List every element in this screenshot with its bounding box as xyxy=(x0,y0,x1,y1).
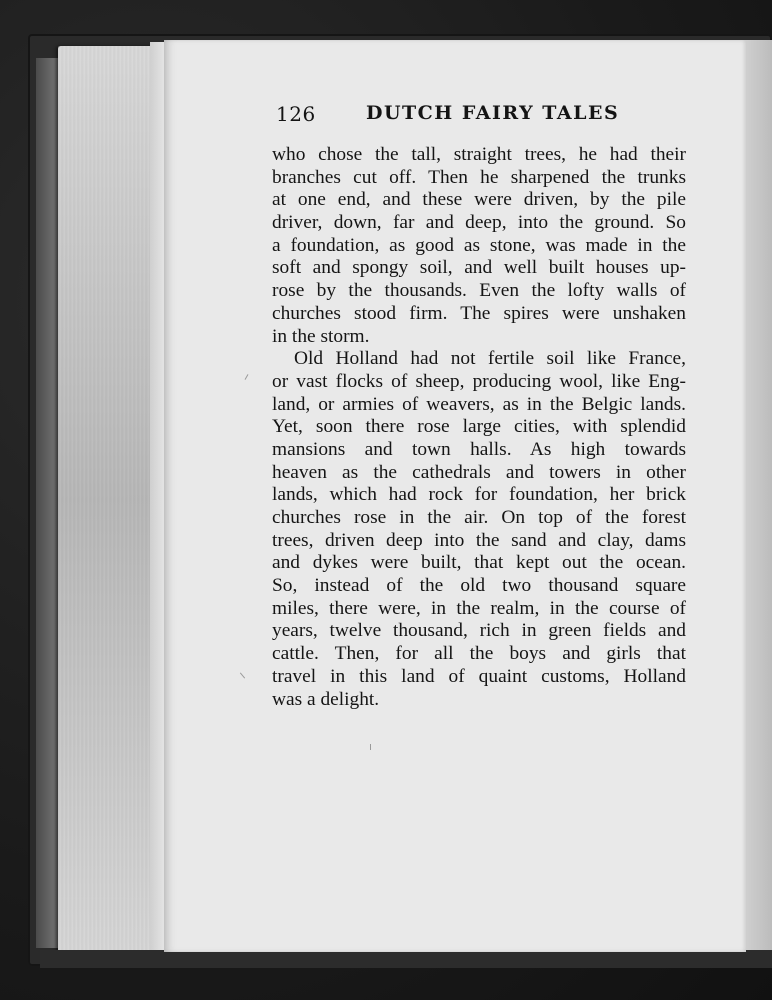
text-line: driver, down, far and deep, into the ground. So xyxy=(272,212,686,234)
text-line: churches rose in the air. On top of the forest xyxy=(272,507,686,528)
book-bottom-edge xyxy=(40,950,772,968)
text-line: years, twelve thousand, rich in green fields and xyxy=(272,620,686,642)
text-line: in the storm. xyxy=(272,325,370,347)
text-line: So, instead of the old two thousand square xyxy=(272,575,686,597)
running-title: DUTCH FAIRY TALES xyxy=(366,102,620,124)
text-line: soft and spongy soil, and well built houses up- xyxy=(272,257,686,279)
text-line: lands, which had rock for foundation, her brick xyxy=(272,484,686,506)
page-header xyxy=(276,100,696,130)
text-line: cattle. Then, for all the boys and girls that xyxy=(272,643,686,665)
text-line: heaven as the cathedrals and towers in other xyxy=(272,461,686,483)
text-line: Old Holland had not fertile soil like France, xyxy=(294,348,686,370)
text-line: Yet, soon there rose large cities, with splendid xyxy=(272,416,686,438)
paper-speck xyxy=(370,744,371,750)
text-line: who chose the tall, straight trees, he had their xyxy=(272,144,686,165)
right-page-edge xyxy=(744,40,772,950)
text-line: branches cut off. Then he sharpened the trunks xyxy=(272,166,686,188)
body-text xyxy=(272,144,686,711)
text-line: land, or armies of weavers, as in the Belgic lands. xyxy=(272,393,686,415)
text-line: or vast flocks of sheep, producing wool, like Eng- xyxy=(272,370,686,392)
text-line: was a delight. xyxy=(272,688,380,710)
text-line: miles, there were, in the realm, in the course of xyxy=(272,597,686,619)
text-line: rose by the thousands. Even the lofty walls of xyxy=(272,280,686,302)
text-line: churches stood firm. The spires were unshaken xyxy=(272,302,686,324)
paragraph xyxy=(272,348,686,711)
page-number: 126 xyxy=(276,102,316,126)
text-line: a foundation, as good as stone, was made in the xyxy=(272,234,686,256)
text-line: mansions and town halls. As high towards xyxy=(272,438,686,460)
text-line: and dykes were built, that kept out the ocean. xyxy=(272,552,686,574)
text-line: travel in this land of quaint customs, Holland xyxy=(272,665,686,687)
paragraph xyxy=(272,144,686,348)
text-line: at one end, and these were driven, by the pile xyxy=(272,189,686,211)
text-line: trees, driven deep into the sand and clay, dams xyxy=(272,529,686,551)
